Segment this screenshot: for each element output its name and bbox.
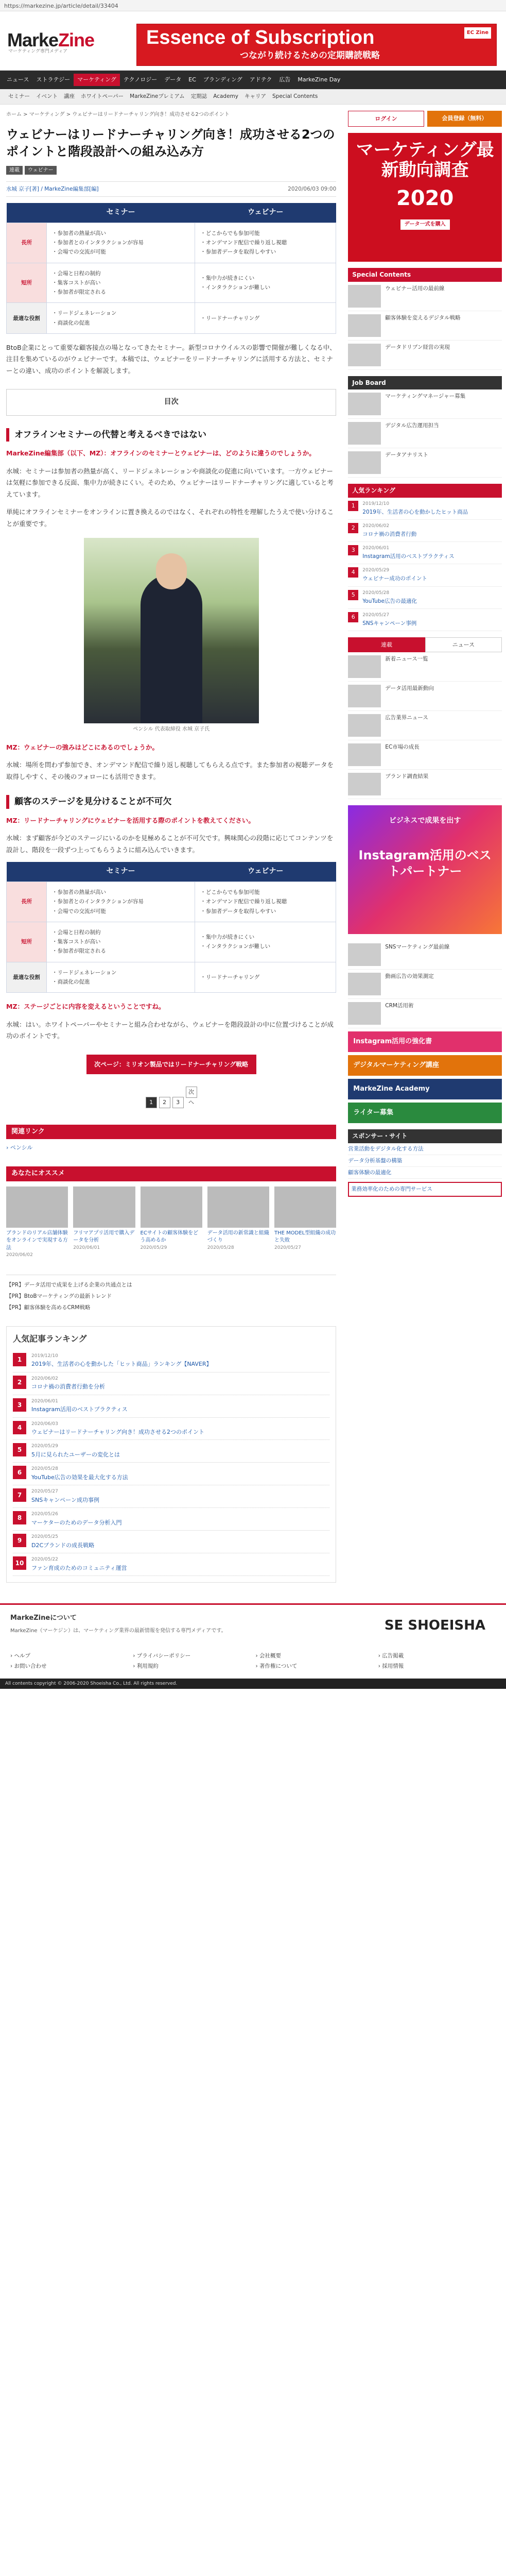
- page-link[interactable]: 3: [172, 1097, 184, 1108]
- rank-number: 2: [13, 1376, 26, 1389]
- article-intro: BtoB企業にとって重要な顧客接点の場となってきたセミナー。新型コロナウイルスの影響で開催が難しくなる中、注目を集めているのがウェビナーです。本稿では、ウェビナーをリードナーチャリングに活用する方法と、セミナーとの違い、成功のポイントを解説します。: [6, 343, 336, 375]
- table-cell: [47, 882, 195, 922]
- table-bullet: ・ 集客コストが高い: [52, 279, 189, 287]
- special-item[interactable]: [348, 341, 502, 370]
- table-row-label: 最適な役割: [7, 962, 47, 993]
- article-tag[interactable]: ウェビナー: [25, 166, 57, 175]
- table-bullet: ・ どこからでも参加可能: [200, 888, 330, 896]
- special-item-thumb: [348, 344, 381, 366]
- news-item[interactable]: [348, 652, 502, 682]
- rank-title[interactable]: コロナ禍の消費者行動を分析: [31, 1383, 105, 1391]
- related-links[interactable]: [6, 1139, 336, 1160]
- nav-item[interactable]: MarkeZine Day: [298, 76, 341, 83]
- special-item[interactable]: [348, 311, 502, 341]
- ranking-row[interactable]: [13, 1418, 329, 1440]
- publish-date: 2020/06/03 09:00: [288, 185, 337, 192]
- pr-item[interactable]: 【PR】データ活用で成果を上げる企業の共通点とは: [6, 1281, 132, 1288]
- rank-title[interactable]: Instagram活用のベストプラクティス: [31, 1406, 128, 1413]
- subnav-item[interactable]: イベント: [36, 93, 58, 100]
- rank-date: 2020/05/29: [31, 1444, 58, 1449]
- news-item[interactable]: [348, 682, 502, 711]
- side-rank-row[interactable]: [348, 520, 502, 542]
- news-item-text: 広告業界ニュース: [385, 715, 428, 721]
- rank-number: 9: [13, 1534, 26, 1547]
- paragraph: 水城：セミナーは参加者の熱量が高く、リードジェネレーションや商談化の促進に向いています。一方ウェビナーは気軽に参加できる反面、集中力が続きにくい。そのため、ウェビナーはリードナーチャリングに適していると考えています。: [6, 467, 334, 498]
- logo-tagline: マーケティング専門メディア: [8, 49, 68, 54]
- table-bullet: ・ リードナーチャリング: [200, 314, 330, 323]
- nav-item[interactable]: データ: [164, 76, 182, 83]
- table-cell: [195, 263, 336, 303]
- table-header: ウェビナー: [195, 203, 336, 223]
- sponsor-link[interactable]: 営業活動をデジタル化する方法: [348, 1143, 502, 1155]
- job-item[interactable]: [348, 448, 502, 478]
- section-heading-2: 顧客のステージを見分けることが不可欠: [6, 795, 336, 808]
- side-banner[interactable]: デジタルマーケティング講座: [348, 1055, 502, 1076]
- table-cell: [47, 223, 195, 263]
- instagram-ad-sub: ビジネスで成果を出す: [389, 817, 461, 825]
- ranking-row[interactable]: [13, 1350, 329, 1372]
- instagram-ad[interactable]: [348, 805, 502, 934]
- table-header: セミナー: [47, 862, 195, 882]
- paragraph: 水城：はい。ホワイトペーパーやセミナーと組み合わせながら、ウェビナーを階段設計の中に位置づけることが成功のポイントです。: [6, 1020, 334, 1040]
- rank-number: 7: [13, 1488, 26, 1502]
- subnav-item[interactable]: 定期誌: [190, 93, 207, 100]
- recommend-card[interactable]: [141, 1187, 202, 1259]
- table-cell: [47, 922, 195, 962]
- ranking-row[interactable]: [13, 1440, 329, 1463]
- survey-ad-year: 2020: [396, 187, 454, 211]
- job-item-text: デジタル広告運用担当: [385, 422, 439, 429]
- side-article-thumb: [348, 1002, 381, 1025]
- news-item[interactable]: [348, 711, 502, 740]
- recommend-date: 2020/05/28: [207, 1245, 234, 1250]
- table-cell: [47, 962, 195, 993]
- job-item-text: マーケティングマネージャー募集: [385, 393, 466, 400]
- job-item-thumb: [348, 422, 381, 445]
- site-logo[interactable]: MarkeZine: [7, 29, 95, 50]
- footer-link[interactable]: › 著作権について: [255, 1663, 298, 1669]
- rank-title[interactable]: SNSキャンペーン成功事例: [31, 1497, 99, 1504]
- pr-item[interactable]: 【PR】BtoBマーケティングの最新トレンド: [6, 1293, 112, 1300]
- footer-link[interactable]: › 採用情報: [378, 1663, 404, 1669]
- table-bullet: ・ 会場での交流が可能: [52, 907, 189, 916]
- ranking-row[interactable]: [13, 1531, 329, 1553]
- side-rank-number: 4: [348, 567, 358, 578]
- rank-date: 2019/12/10: [31, 1353, 58, 1359]
- special-item-thumb: [348, 285, 381, 308]
- nav-item[interactable]: EC: [188, 76, 196, 83]
- rank-title[interactable]: ファン育成のためのコミュニティ運営: [31, 1565, 127, 1572]
- side-rank-number: 1: [348, 501, 358, 511]
- table-bullet: ・ 商談化の促進: [52, 978, 189, 986]
- subnav-item[interactable]: キャリア: [245, 93, 266, 100]
- table-row-label: 長所: [7, 882, 47, 922]
- site-footer: [0, 1603, 506, 1643]
- paragraph: MarkeZine編集部（以下、MZ）：オフラインのセミナーとウェビナーは、どのように違うのでしょうか。: [6, 449, 316, 457]
- person-face: [156, 553, 187, 589]
- nav-item[interactable]: テクノロジー: [123, 76, 158, 83]
- table-cell: [195, 303, 336, 334]
- table-cell: [195, 882, 336, 922]
- recommend-thumb[interactable]: [73, 1187, 135, 1228]
- nav-item[interactable]: マーケティング: [74, 74, 120, 86]
- side-rank-title[interactable]: 2019年、生活者の心を動かしたヒット商品: [362, 509, 468, 515]
- table-corner: [7, 203, 47, 223]
- rank-number: 8: [13, 1511, 26, 1524]
- table-bullet: ・ 集中力が続きにくい: [200, 274, 330, 282]
- subnav-item[interactable]: ホワイトペーパー: [81, 93, 124, 100]
- side-article[interactable]: [348, 970, 502, 999]
- site-header: [0, 11, 506, 71]
- side-rank-row[interactable]: [348, 587, 502, 609]
- side-banner[interactable]: MarkeZine Academy: [348, 1079, 502, 1099]
- table-row-label: 長所: [7, 223, 47, 263]
- rank-date: 2020/05/25: [31, 1534, 58, 1540]
- news-item[interactable]: [348, 770, 502, 799]
- table-bullet: ・ 商談化の促進: [52, 319, 189, 327]
- paragraph: 水城：まず顧客が今どのステージにいるのかを見極めることが不可欠です。興味関心の段階に応じてコンテンツを設計し、階段を一段ずつ上ってもらうように組み込んでいきます。: [6, 834, 334, 854]
- banner-title: Essence of Subscription: [146, 27, 375, 48]
- article-tags: [6, 165, 336, 175]
- special-item-text: 顧客体験を変えるデジタル戦略: [385, 314, 461, 321]
- special-contents-heading: Special Contents: [348, 268, 502, 282]
- side-rank-title[interactable]: コロナ禍の消費者行動: [362, 531, 417, 537]
- rank-date: 2020/06/02: [31, 1376, 58, 1381]
- recommend-heading: あなたにオススメ: [6, 1166, 336, 1181]
- banner-subtitle: つながり続けるための定期購読戦略: [240, 50, 380, 61]
- nav-item[interactable]: ブランディング: [203, 76, 242, 83]
- table-bullet: ・ 参加者が限定される: [52, 947, 189, 955]
- rank-title[interactable]: 5月に見られたユーザーの変化とは: [31, 1451, 120, 1459]
- table-bullet: ・ 会場での交流が可能: [52, 248, 189, 256]
- table-bullet: ・ 参加者データを取得しやすい: [200, 907, 330, 916]
- recommend-thumb[interactable]: [207, 1187, 269, 1228]
- rank-number: 4: [13, 1421, 26, 1434]
- author-link[interactable]: 水城 京子[著] / MarkeZine編集部[編]: [6, 185, 99, 192]
- side-rank-row[interactable]: [348, 498, 502, 520]
- side-rank-date: 2020/05/27: [362, 612, 390, 618]
- recommend-title[interactable]: フリマアプリ活用で購入データを分析: [73, 1230, 135, 1244]
- ranking-row[interactable]: [13, 1463, 329, 1485]
- rank-date: 2020/05/22: [31, 1557, 58, 1563]
- news-item-thumb: [348, 685, 381, 707]
- side-banner[interactable]: Instagram活用の強化書: [348, 1031, 502, 1052]
- rank-number: 10: [13, 1556, 26, 1570]
- ranking-heading: 人気記事ランキング: [13, 1333, 87, 1344]
- pr-list: [6, 1275, 336, 1314]
- recommend-date: 2020/06/01: [73, 1245, 100, 1250]
- section-heading-1: オフラインセミナーの代替と考えるべきではない: [6, 428, 336, 442]
- login-button[interactable]: ログイン: [348, 111, 424, 127]
- side-rank-date: 2020/05/28: [362, 590, 390, 596]
- ranking-row[interactable]: [13, 1395, 329, 1418]
- side-tab[interactable]: ニュース: [425, 637, 502, 652]
- recommend-card[interactable]: [207, 1187, 269, 1259]
- rank-date: 2020/05/28: [31, 1466, 58, 1472]
- pr-item[interactable]: 【PR】顧客体験を高めるCRM戦略: [6, 1304, 91, 1311]
- side-rank-number: 5: [348, 590, 358, 600]
- sponsor-link[interactable]: データ分析基盤の構築: [348, 1155, 502, 1167]
- job-item-thumb: [348, 393, 381, 415]
- table-cell: [195, 962, 336, 993]
- footer-link[interactable]: › お問い合わせ: [10, 1663, 47, 1669]
- person-body: [141, 574, 202, 723]
- recommend-card[interactable]: [73, 1187, 135, 1259]
- table-row-label: 短所: [7, 922, 47, 962]
- nav-item[interactable]: ストラテジー: [36, 76, 71, 83]
- table-bullet: ・ どこからでも参加可能: [200, 229, 330, 238]
- special-item-text: データドリブン経営の実現: [385, 344, 450, 350]
- sponsor-link[interactable]: 顧客体験の最適化: [348, 1167, 502, 1179]
- recommend-card[interactable]: [6, 1187, 68, 1259]
- ranking-box: [6, 1326, 336, 1583]
- side-rank-row[interactable]: [348, 542, 502, 564]
- page-link[interactable]: 2: [159, 1097, 170, 1108]
- news-item-text: 新着ニュース一覧: [385, 656, 428, 663]
- side-article[interactable]: [348, 999, 502, 1028]
- paragraph: 単純にオフラインセミナーをオンラインに置き換えるのではなく、それぞれの特性を理解したうえで使い分けることが重要です。: [6, 508, 334, 528]
- side-rank-title[interactable]: ウェビナー成功のポイント: [362, 575, 427, 582]
- ranking-row[interactable]: [13, 1508, 329, 1531]
- table-header: セミナー: [47, 203, 195, 223]
- rank-title[interactable]: 2019年、生活者の心を動かした「ヒット商品」ランキング【NAVER】: [31, 1361, 212, 1368]
- table-header: ウェビナー: [195, 862, 336, 882]
- copyright: All contents copyright © 2006-2020 Shoeisha Co., Ltd. All rights reserved.: [0, 1679, 506, 1689]
- table-bullet: ・ リードジェネレーション: [52, 309, 189, 317]
- side-rank-title[interactable]: Instagram活用のベストプラクティス: [362, 553, 455, 560]
- nav-item[interactable]: 広告: [279, 76, 291, 83]
- ranking-row[interactable]: [13, 1553, 329, 1576]
- special-item-text: ウェビナー活用の最前線: [385, 285, 445, 292]
- rank-title[interactable]: ウェビナーはリードナーチャリング向き！成功させる2つのポイント: [31, 1429, 205, 1436]
- browser-url-bar[interactable]: https://markezine.jp/article/detail/33404: [0, 0, 506, 11]
- recommend-title[interactable]: データ活用の新常識と組織づくり: [207, 1230, 269, 1244]
- table-bullet: ・ 参加者とのインタラクションが容易: [52, 897, 189, 906]
- table-bullet: ・ 参加者とのインタラクションが容易: [52, 239, 189, 247]
- subnav-item[interactable]: セミナー: [8, 93, 30, 100]
- subnav-item[interactable]: Academy: [213, 93, 238, 100]
- page-link[interactable]: 1: [146, 1097, 157, 1108]
- footer-link[interactable]: › プライバシーポリシー: [133, 1652, 191, 1659]
- ranking-row[interactable]: [13, 1485, 329, 1508]
- article-tag[interactable]: 連載: [6, 166, 23, 175]
- recommend-title[interactable]: ECサイトの顧客体験をどう高めるか: [140, 1230, 199, 1244]
- table-bullet: ・ リードジェネレーション: [52, 969, 189, 977]
- survey-ad-title: マーケティング最新動向調査: [356, 140, 494, 181]
- survey-ad[interactable]: [348, 133, 502, 262]
- job-item-text: データアナリスト: [385, 452, 429, 459]
- table-row-label: 短所: [7, 263, 47, 303]
- news-item-text: ブランド調査結果: [385, 773, 429, 780]
- table-bullet: ・ 集客コストが高い: [52, 938, 189, 946]
- next-page-button[interactable]: 次ページ：ミリオン製品ではリードナーチャリング戦略: [86, 1055, 256, 1075]
- related-link[interactable]: › ペンシル: [6, 1144, 33, 1151]
- side-rank-number: 6: [348, 612, 358, 622]
- side-rank-date: 2020/06/01: [362, 546, 390, 551]
- rank-number: 1: [13, 1353, 26, 1366]
- pagination: [6, 1087, 336, 1108]
- table-cell: [47, 303, 195, 334]
- table-of-contents[interactable]: 目次: [6, 389, 336, 416]
- sub-nav: [0, 89, 506, 105]
- rank-date: 2020/06/01: [31, 1398, 58, 1404]
- footer-link[interactable]: › ヘルプ: [10, 1652, 31, 1659]
- footer-about: MarkeZine（マーケジン）は、マーケティング業界の最新情報を発信する専門メディアです。: [10, 1628, 226, 1634]
- side-rank-title[interactable]: SNSキャンペーン事例: [362, 620, 417, 626]
- table-bullet: ・ リードナーチャリング: [200, 973, 330, 981]
- table-bullet: ・ 参加者の熱量が高い: [52, 229, 189, 238]
- byline: [6, 181, 336, 197]
- rank-number: 3: [13, 1398, 26, 1412]
- article-title: ウェビナーはリードナーチャリング向き！成功させる2つのポイントと階段設計への組み込み方: [6, 127, 335, 159]
- side-article-thumb: [348, 943, 381, 966]
- table-bullet: ・ 会場と日程の制約: [52, 269, 189, 278]
- banner-logo: EC Zine: [464, 27, 491, 39]
- rank-title[interactable]: マーケターのためのデータ分析入門: [31, 1519, 122, 1527]
- side-article-text: 動画広告の効果測定: [385, 973, 434, 980]
- job-item[interactable]: [348, 419, 502, 448]
- job-item[interactable]: [348, 389, 502, 419]
- subnav-item[interactable]: 講座: [64, 93, 75, 100]
- table-bullet: ・ インタラクションが難しい: [200, 942, 330, 951]
- side-banner[interactable]: ライター募集: [348, 1103, 502, 1123]
- table-bullet: ・ オンデマンド配信で繰り返し視聴: [200, 897, 330, 906]
- side-rank-title[interactable]: YouTube広告の最適化: [362, 598, 417, 604]
- side-tab[interactable]: 連載: [348, 637, 425, 652]
- recommend-date: 2020/06/02: [6, 1252, 33, 1258]
- nav-item[interactable]: アドテク: [249, 76, 272, 83]
- main-nav: [0, 71, 506, 89]
- news-item-text: データ活用最新動向: [385, 685, 434, 692]
- main-column: [4, 105, 342, 1583]
- news-item-thumb: [348, 714, 381, 737]
- special-item-thumb: [348, 314, 381, 337]
- table-bullet: ・ インタラクションが難しい: [200, 283, 330, 292]
- recommend-thumb[interactable]: [274, 1187, 336, 1228]
- recommend-title[interactable]: THE MODEL型組織の成功と失敗: [274, 1230, 336, 1244]
- table-corner: [7, 862, 47, 882]
- rank-date: 2020/05/26: [31, 1512, 58, 1517]
- table-row-label: 最適な役割: [7, 303, 47, 334]
- table-cell: [195, 223, 336, 263]
- table-bullet: ・ 参加者データを取得しやすい: [200, 248, 330, 256]
- special-item[interactable]: [348, 282, 502, 311]
- comparison-table: [6, 203, 336, 334]
- news-item-thumb: [348, 773, 381, 795]
- recommend-card[interactable]: [274, 1187, 336, 1259]
- rank-date: 2020/05/27: [31, 1489, 58, 1495]
- side-rank-row[interactable]: [348, 564, 502, 586]
- paragraph: MZ：ウェビナーの強みはどこにあるのでしょうか。: [6, 743, 159, 751]
- recommend-thumb[interactable]: [6, 1187, 68, 1228]
- instagram-ad-title: Instagram活用のベストパートナー: [358, 848, 492, 878]
- rank-number: 6: [13, 1466, 26, 1479]
- footer-link[interactable]: › 広告掲載: [378, 1652, 404, 1659]
- side-article[interactable]: [348, 940, 502, 970]
- rank-title[interactable]: YouTube広告の効果を最大化する方法: [31, 1474, 128, 1481]
- paragraph: MZ：ステージごとに内容を変えるということですね。: [6, 1003, 165, 1011]
- table-bullet: ・ 会場と日程の制約: [52, 928, 189, 937]
- subnav-item[interactable]: Special Contents: [272, 93, 318, 100]
- header-banner-ad[interactable]: [136, 24, 497, 66]
- news-item-thumb: [348, 655, 381, 678]
- side-article-text: SNSマーケティング最前線: [385, 944, 450, 951]
- job-item-thumb: [348, 451, 381, 474]
- side-rank-date: 2019/12/10: [362, 501, 390, 506]
- comparison-table-repeat: [6, 862, 336, 993]
- register-button[interactable]: 会員登録（無料）: [427, 111, 502, 127]
- interviewee-photo: [84, 538, 259, 723]
- table-bullet: ・ オンデマンド配信で繰り返し視聴: [200, 239, 330, 247]
- news-item[interactable]: [348, 740, 502, 770]
- recommend-date: 2020/05/27: [274, 1245, 301, 1250]
- news-item-thumb: [348, 743, 381, 766]
- shoeisha-logo[interactable]: SE SHOEISHA: [384, 1618, 485, 1634]
- table-bullet: ・ 参加者の熱量が高い: [52, 888, 189, 896]
- nav-item[interactable]: ニュース: [7, 76, 29, 83]
- side-rank-number: 2: [348, 523, 358, 533]
- sidebar: [348, 105, 502, 1583]
- side-rank-row[interactable]: [348, 609, 502, 631]
- side-rank-number: 3: [348, 545, 358, 555]
- survey-ad-button[interactable]: データ一式を購入: [400, 219, 450, 230]
- footer-links: [0, 1643, 506, 1679]
- sponsor-highlight[interactable]: 業務効率化のための専門サービス: [348, 1182, 502, 1196]
- job-board-heading: Job Board: [348, 376, 502, 390]
- rank-date: 2020/06/03: [31, 1421, 58, 1427]
- subnav-item[interactable]: MarkeZineプレミアム: [130, 93, 185, 100]
- side-article-thumb: [348, 973, 381, 995]
- news-item-text: EC市場の成長: [385, 744, 420, 751]
- footer-link[interactable]: › 会社概要: [255, 1652, 282, 1659]
- table-cell: [47, 263, 195, 303]
- footer-link[interactable]: › 利用規約: [133, 1663, 159, 1669]
- rank-title[interactable]: D2Cブランドの成長戦略: [31, 1542, 95, 1549]
- photo-caption: ペンシル 代表取締役 水城 京子氏: [133, 726, 210, 733]
- ranking-row[interactable]: [13, 1372, 329, 1395]
- side-article-text: CRM活用術: [385, 1003, 414, 1009]
- recommend-thumb[interactable]: [141, 1187, 202, 1228]
- paragraph: 水城：場所を問わず参加でき、オンデマンド配信で繰り返し視聴してもらえる点です。また参加者の視聴データを取得しやすく、その後のフォローにも活用できます。: [6, 761, 334, 781]
- sponsor-heading: スポンサー・サイト: [348, 1129, 502, 1143]
- footer-about-heading: MarkeZineについて: [10, 1614, 77, 1622]
- rank-number: 5: [13, 1443, 26, 1456]
- recommend-grid: [6, 1181, 336, 1264]
- table-bullet: ・ 参加者が限定される: [52, 288, 189, 296]
- recommend-title[interactable]: ブランドのリアル店舗体験をオンラインで実現する方法: [6, 1230, 68, 1251]
- recommend-date: 2020/05/29: [140, 1245, 167, 1250]
- table-cell: [195, 922, 336, 962]
- side-rank-date: 2020/05/29: [362, 568, 390, 573]
- sponsor-list: [348, 1143, 502, 1197]
- related-links-heading: 関連リンク: [6, 1125, 336, 1139]
- paragraph: MZ：リードナーチャリングにウェビナーを活用する際のポイントを教えてください。: [6, 816, 255, 824]
- page-link[interactable]: 次へ: [186, 1087, 197, 1098]
- breadcrumb[interactable]: ホーム > マーケティング > ウェビナーはリードナーチャリング向き！成功させる2つのポイント: [6, 112, 230, 117]
- table-bullet: ・ 集中力が続きにくい: [200, 933, 330, 941]
- side-rank-date: 2020/06/02: [362, 523, 390, 529]
- side-ranking-heading: 人気ランキング: [348, 484, 502, 498]
